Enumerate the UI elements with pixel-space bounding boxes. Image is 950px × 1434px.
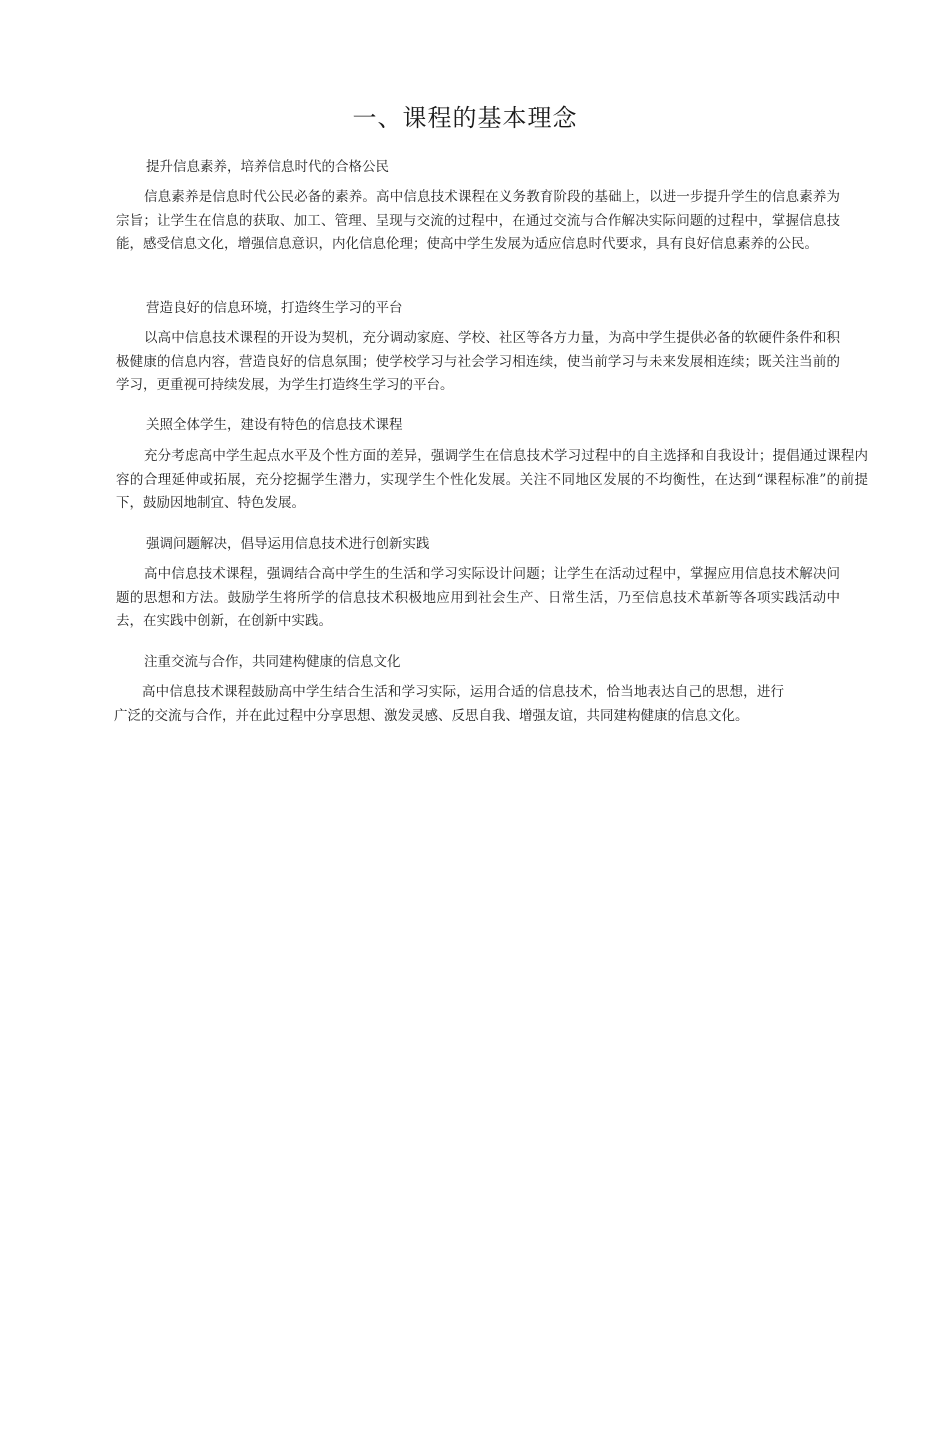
section-heading-3: 关照全体学生，建设有特色的信息技术课程 (146, 417, 403, 433)
section-heading-2: 营造良好的信息环境，打造终生学习的平台 (146, 300, 403, 316)
section-heading-5: 注重交流与合作，共同建构健康的信息文化 (144, 654, 401, 670)
section-body-3: 充分考虑高中学生起点水平及个性方面的差异，强调学生在信息技术学习过程中的自主选择和自我设计；提倡通过课程内容的合理延伸或拓展，充分挖掘学生潜力，实现学生个性化发展。关注不同地区发展的不均衡性，在达到“课程标准”的前提下，鼓励因地制宜、特色发展。 (116, 448, 868, 511)
section-heading-1: 提升信息素养，培养信息时代的合格公民 (146, 159, 389, 175)
section-body-2: 以高中信息技术课程的开设为契机，充分调动家庭、学校、社区等各方力量，为高中学生提供必备的软硬件条件和积极健康的信息内容，营造良好的信息氛围；使学校学习与社会学习相连续，使当前学习与未来发展相连续；既关注当前的学习，更重视可持续发展，为学生打造终生学习的平台。 (116, 330, 840, 393)
page-title: 一、课程的基本理念 (352, 104, 578, 132)
section-body-1: 信息素养是信息时代公民必备的素养。高中信息技术课程在义务教育阶段的基础上，以进一步提升学生的信息素养为宗旨；让学生在信息的获取、加工、管理、呈现与交流的过程中，在通过交流与合作解决实际问题的过程中，掌握信息技能，感受信息文化，增强信息意识，内化信息伦理；使高中学生发展为适应信息时代要求，具有良好信息素养的公民。 (116, 189, 840, 252)
section-body-4: 高中信息技术课程，强调结合高中学生的生活和学习实际设计问题；让学生在活动过程中，掌握应用信息技术解决问题的思想和方法。鼓励学生将所学的信息技术积极地应用到社会生产、日常生活，乃至信息技术革新等各项实践活动中去，在实践中创新，在创新中实践。 (116, 566, 840, 629)
section-body-5: 高中信息技术课程鼓励高中学生结合生活和学习实际，运用合适的信息技术，恰当地表达自己的思想，进行广泛的交流与合作，并在此过程中分享思想、激发灵感、反思自我、增强友谊，共同建构健康的信息文化。 (114, 684, 784, 724)
section-heading-4: 强调问题解决，倡导运用信息技术进行创新实践 (146, 536, 430, 552)
